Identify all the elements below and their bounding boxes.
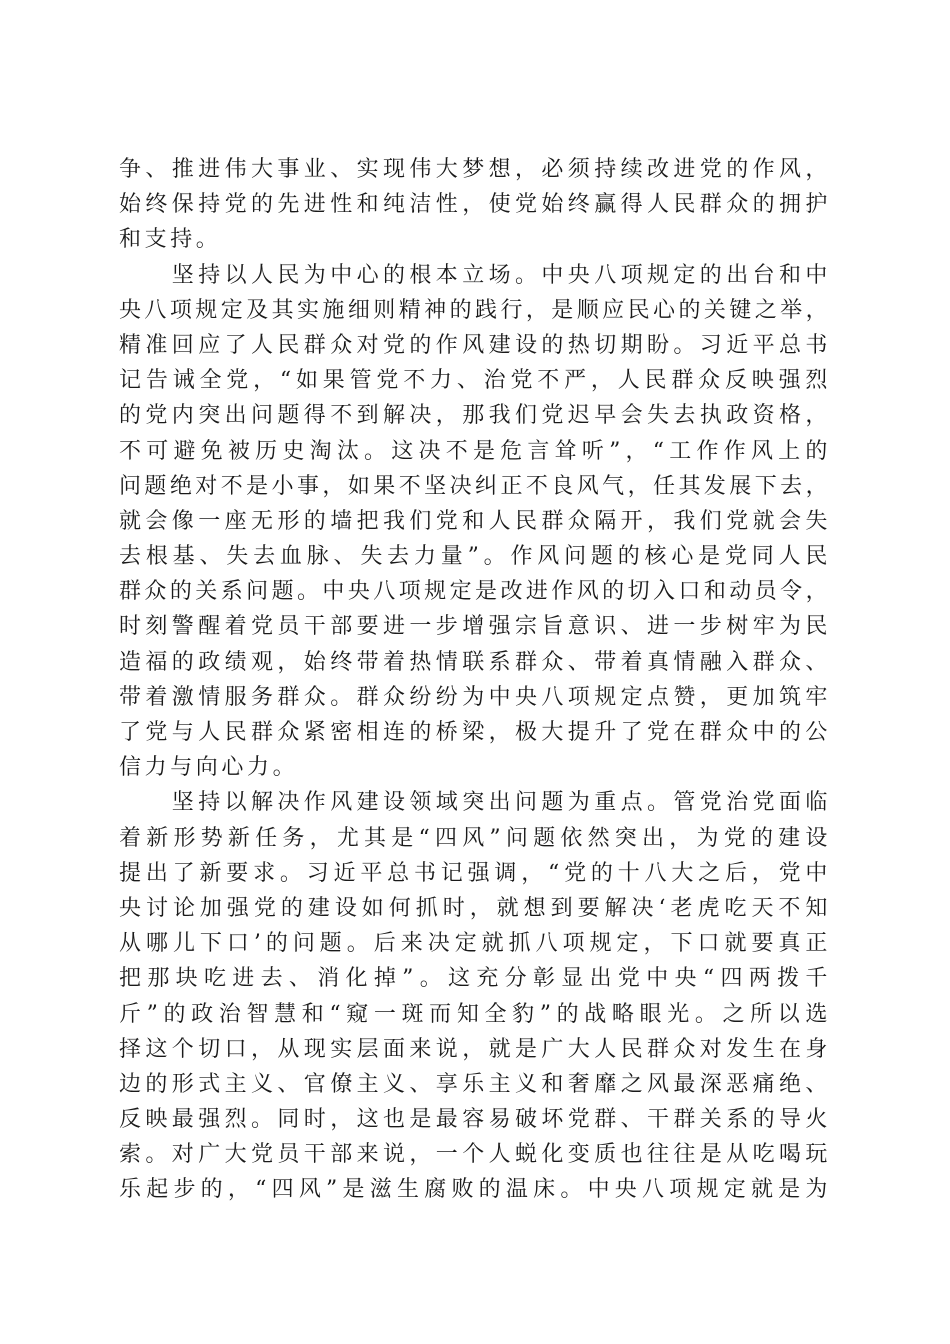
text-line: 央八项规定及其实施细则精神的践行，是顺应民心的关键之举， <box>119 297 831 323</box>
text-line: 精准回应了人民群众对党的作风建设的热切期盼。习近平总书 <box>119 332 831 358</box>
text-line: 坚持以解决作风建设领域突出问题为重点。管党治党面临 <box>119 790 831 816</box>
text-line: 带着激情服务群众。群众纷纷为中央八项规定点赞，更加筑牢 <box>119 684 831 710</box>
text-line: 始终保持党的先进性和纯洁性，使党始终赢得人民群众的拥护 <box>119 192 831 218</box>
text-line: 去根基、失去血脉、失去力量”。作风问题的核心是党同人民 <box>119 544 831 570</box>
text-line: 坚持以人民为中心的根本立场。中央八项规定的出台和中 <box>119 262 831 288</box>
text-line: 了党与人民群众紧密相连的桥梁，极大提升了党在群众中的公 <box>119 720 831 745</box>
text-line: 和支持。 <box>119 227 222 253</box>
text-line: 着新形势新任务，尤其是“四风”问题依然突出，为党的建设 <box>119 825 831 851</box>
text-line: 造福的政绩观，始终带着热情联系群众、带着真情融入群众、 <box>119 649 831 675</box>
text-line: 记告诫全党，“如果管党不力、治党不严，人民群众反映强烈 <box>119 368 831 394</box>
text-line: 群众的关系问题。中央八项规定是改进作风的切入口和动员令， <box>119 579 831 605</box>
text-line: 择这个切口，从现实层面来说，就是广大人民群众对发生在身 <box>119 1036 831 1062</box>
text-line: 反映最强烈。同时，这也是最容易破坏党群、干群关系的导火 <box>119 1107 831 1133</box>
text-line: 就会像一座无形的墙把我们党和人民群众隔开，我们党就会失 <box>119 508 831 534</box>
text-line: 央讨论加强党的建设如何抓时，就想到要解决‘老虎吃天不知 <box>119 895 831 921</box>
body-text <box>119 152 831 1208</box>
text-line: 不可避免被历史淘汰。这决不是危言耸听”，“工作作风上的 <box>119 438 831 464</box>
text-line: 提出了新要求。习近平总书记强调，“党的十八大之后，党中 <box>119 860 831 886</box>
text-line: 乐起步的，“四风”是滋生腐败的温床。中央八项规定就是为 <box>119 1177 831 1203</box>
text-line: 边的形式主义、官僚主义、享乐主义和奢靡之风最深恶痛绝、 <box>119 1071 831 1097</box>
text-line: 从哪儿下口’的问题。后来决定就抓八项规定，下口就要真正 <box>119 931 831 957</box>
text-line: 时刻警醒着党员干部要进一步增强宗旨意识、进一步树牢为民 <box>119 614 831 640</box>
text-line: 斤”的政治智慧和“窥一斑而知全豹”的战略眼光。之所以选 <box>119 1001 831 1027</box>
text-line: 信力与向心力。 <box>119 755 299 781</box>
text-line: 把那块吃进去、消化掉”。这充分彰显出党中央“四两拨千 <box>119 966 831 992</box>
text-line: 争、推进伟大事业、实现伟大梦想，必须持续改进党的作风， <box>119 157 831 182</box>
text-line: 的党内突出问题得不到解决，那我们党迟早会失去执政资格， <box>119 403 831 429</box>
text-line: 问题绝对不是小事，如果不坚决纠正不良风气，任其发展下去， <box>119 473 831 499</box>
text-line: 索。对广大党员干部来说，一个人蜕化变质也往往是从吃喝玩 <box>119 1142 831 1168</box>
